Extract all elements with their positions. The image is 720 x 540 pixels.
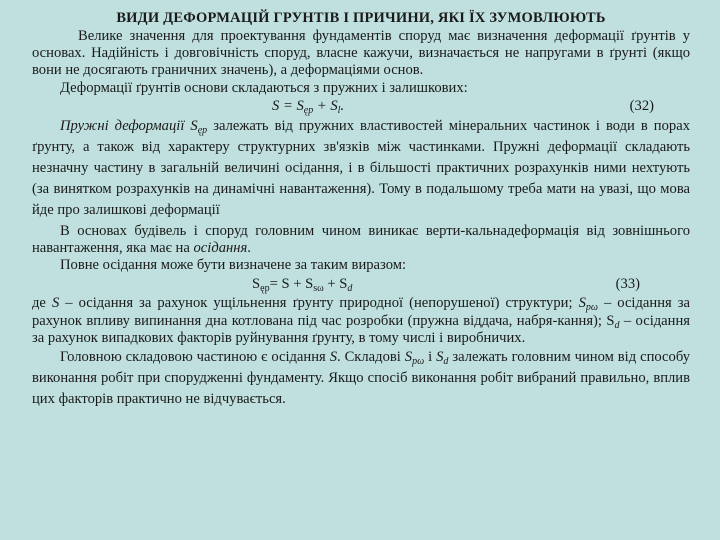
- page-title: ВИДИ ДЕФОРМАЦІЙ ГРУНТІВ І ПРИЧИНИ, ЯКІ ЇХ ЗУМОВЛЮЮТЬ: [116, 10, 606, 26]
- formula-33: [32, 274, 690, 295]
- formula-32-number: (32): [629, 97, 654, 114]
- formula-33-number: (33): [615, 276, 640, 293]
- paragraph-definitions: де S – осідання за рахунок ущільнення ґрунту природної (непорушеної) структури; $S_{p\omega}$ – осідання за рахунок впливу випинання дна котлована під час розробки (пружна віддача, набря-кання); $S_d$ – осідання за рахунок випадкових факторів руйнування ґрунту, в тому числі і виробничих.: [32, 295, 690, 346]
- paragraph-full-settlement: Повне осідання може бути визначене за таким виразом:: [60, 257, 407, 274]
- paragraph-intro: Велике значення для проектування фундаментів споруд має визначення деформації ґрунтів у основах. Надійність і довговічність споруд, власне кажучи, визначається не напругами в ґрунті (якщо вони не досягають граничних значень), а деформаціями основ.: [32, 28, 690, 79]
- formula-32: [32, 97, 690, 116]
- paragraph-deformation-components: Деформації ґрунтів основи складаються з пружних і залишкових:: [60, 79, 468, 96]
- formula-32-expression: $S = S_{ęр} + S_l$.: [272, 97, 345, 116]
- formula-33-expression: $S_{ęр}= S + S_{s\omega} + S_d$: [252, 276, 353, 295]
- document-page: [32, 10, 690, 410]
- paragraph-elastic-deformation: Пружні деформації $S_{ęр}$ залежать від пружних властивостей мінеральних частинок і води в порах ґрунту, а також від характеру структурних зв'язків між частинками. Пружні деформації складають незначну частину в загальній величині осідання, і в більшості практичних розрахунків ними нехтують (за винятком розрахунків на динамічні навантаження). Тому в подальшому треба мати на увазі, що мова йде про залишкові деформації: [32, 117, 690, 218]
- paragraph-vertical-deformation: В основах будівель і споруд головним чином виникає верти-кальнадеформація від зовнішнього навантаження, яка має на осідання.: [32, 222, 690, 257]
- paragraph-main-component: Головною складовою частиною є осідання S. Складові $S_{p\omega}$ і $S_d$ залежать головним чином від способу виконання робіт при спорудженні фундаменту. Якщо спосіб виконання робіт вибраний правильно, вплив цих факторів практично не відчувається.: [32, 349, 690, 408]
